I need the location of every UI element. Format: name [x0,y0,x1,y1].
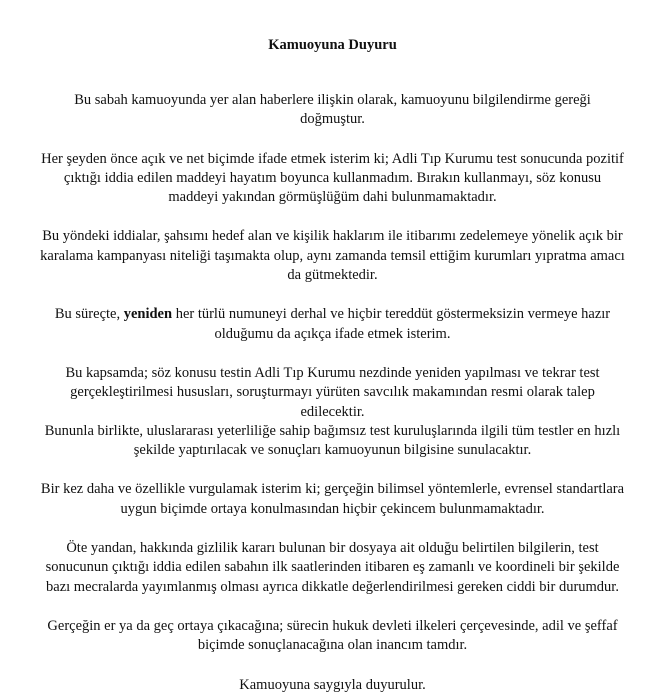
paragraph-confidentiality: Öte yandan, hakkında gizlilik kararı bulunan bir dosyaya ait olduğu belirtilen bilgilerin, test sonucunun çıktığı iddia edilen sabahın ilk saatlerinden itibaren eş zamanlı ve koordineli bir şekilde bazı mecralarda yayımlanmış olması ayrıca dikkatle değerlendirilmesi gereken ciddi bir durumdur. [45,540,620,595]
paragraph-sample-readiness [40,305,625,344]
paragraph-scientific-methods: Bir kez daha ve özellikle vurgulamak isterim ki; gerçeğin bilimsel yöntemlerle, evrensel standartlara uygun biçimde ortaya konulmasından hiçbir çekincem bulunmamaktadır. [40,481,625,517]
document-title: Kamuoyuna Duyuru [268,37,397,53]
closing-line: Kamuoyuna saygıyla duyurulur. [239,676,426,693]
paragraph-denial: Her şeyden önce açık ve net biçimde ifade etmek isterim ki; Adli Tıp Kurumu test sonucunda pozitif çıktığı iddia edilen maddeyi hayatım boyunca kullanmadım. Bırakın kullanmayı, söz konusu maddeyi yakından görmüşlüğüm dahi bulunmamaktadır. [41,150,624,206]
paragraph-retest-request: Bu kapsamda; söz konusu testin Adli Tıp Kurumu nezdinde yeniden yapılması ve tekrar test gerçekleştirilmesi hususları, soruşturmayı yürüten savcılık makamından resmi olarak talep edilecektir. [65,364,600,420]
paragraph-intro: Bu sabah kamuoyunda yer alan haberlere ilişkin olarak, kamuoyunu bilgilendirme gereği doğmuştur. [74,92,591,128]
paragraph-independent-tests: Bununla birlikte, uluslararası yeterliliğe sahip bağımsız test kuruluşlarında ilgili tüm testler en hızlı şekilde yaptırılacak ve sonuçları kamuoyunun bilgisine sunulacaktır. [44,422,621,459]
paragraph-text-after: her türlü numuneyi derhal ve hiçbir tereddüt göstermeksizin vermeye hazır olduğumu da açıkça ifade etmek isterim. [172,306,611,342]
paragraph-rule-of-law: Gerçeğin er ya da geç ortaya çıkacağına; sürecin hukuk devleti ilkeleri çerçevesinde, adil ve şeffaf biçimde sonuçlanacağına olan inancım tamdır. [47,617,618,654]
paragraph-smear-campaign: Bu yöndeki iddialar, şahsımı hedef alan ve kişilik haklarım ile itibarımı zedelemeye yönelik açık bir karalama kampanyası niteliği taşımakta olup, aynı zamanda temsil ettiğim kurumları yıpratma amacı da gütmektedir. [40,228,625,284]
paragraph-text-before: Bu süreçte, [54,306,124,323]
emphasis-word: yeniden [123,306,173,323]
